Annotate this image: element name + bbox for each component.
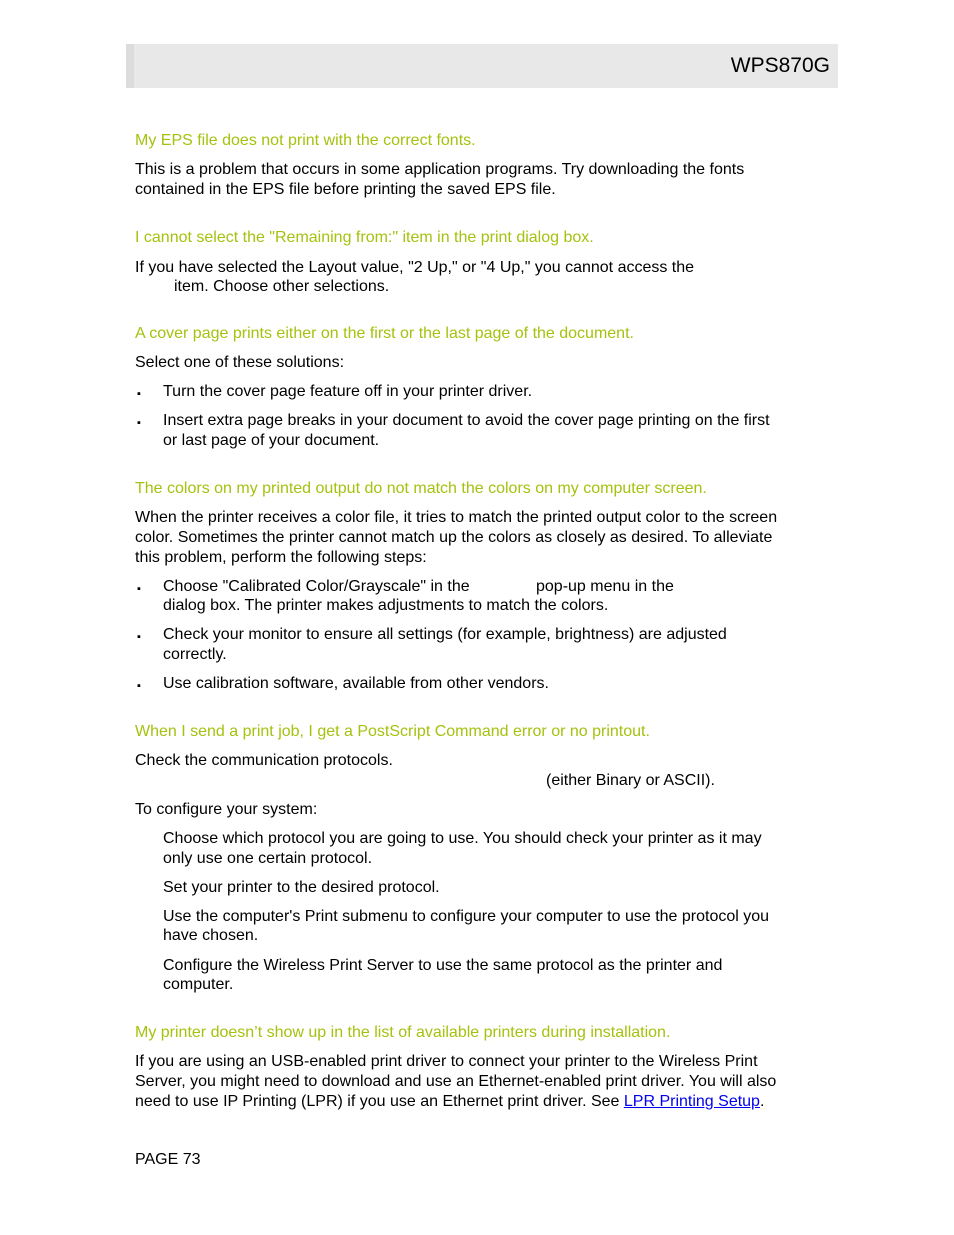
- printer-line-3: [135, 1092, 764, 1112]
- cover-intro: Select one of these solutions:: [135, 354, 345, 371]
- eps-line-1: This is a problem that occurs in some application programs. Try downloading the fonts: [135, 161, 745, 178]
- colors-bullet-2-line-2: correctly.: [163, 646, 227, 663]
- heading-remaining: I cannot select the "Remaining from:" item in the print dialog box.: [135, 229, 594, 246]
- colors-bullet-3: Use calibration software, available from other vendors.: [163, 675, 549, 692]
- cover-bullet-2-line-1: Insert extra page breaks in your document to avoid the cover page printing on the first: [163, 412, 770, 429]
- bullet-icon: ▪: [137, 583, 141, 595]
- printer-line-3-text: need to use IP Printing (LPR) if you use an Ethernet print driver. See: [135, 1093, 620, 1110]
- postscript-step-2: Set your printer to the desired protocol.: [163, 879, 440, 896]
- heading-colors: The colors on my printed output do not match the colors on my computer screen.: [135, 480, 707, 497]
- printer-line-3-end: .: [759, 1093, 765, 1110]
- colors-bullet-1-line-2: dialog box. The printer makes adjustments to match the colors.: [163, 597, 609, 614]
- colors-bullet-1-b: pop-up menu in the: [536, 578, 674, 595]
- postscript-step-4-line-2: computer.: [163, 976, 234, 993]
- heading-printer: My printer doesn’t show up in the list of available printers during installation.: [135, 1024, 671, 1041]
- colors-line-2: color. Sometimes the printer cannot match up the colors as closely as desired. To alleviate: [135, 529, 773, 546]
- bullet-icon: ▪: [137, 417, 141, 429]
- postscript-step-3-line-1: Use the computer's Print submenu to configure your computer to use the protocol you: [163, 908, 770, 925]
- heading-postscript: When I send a print job, I get a PostScript Command error or no printout.: [135, 723, 650, 740]
- printer-line-1: If you are using an USB-enabled print driver to connect your printer to the Wireless Print: [135, 1053, 758, 1070]
- page-number: PAGE 73: [135, 1151, 201, 1168]
- postscript-step-1-line-2: only use one certain protocol.: [163, 850, 373, 867]
- heading-cover: A cover page prints either on the first or the last page of the document.: [135, 325, 634, 342]
- postscript-line-2: (either Binary or ASCII).: [546, 772, 715, 789]
- product-name: WPS870G: [730, 54, 830, 77]
- cover-bullet-1: Turn the cover page feature off in your printer driver.: [163, 383, 533, 400]
- remaining-line-2: item. Choose other selections.: [174, 278, 390, 295]
- colors-bullet-1-a: Choose "Calibrated Color/Grayscale" in the: [163, 578, 470, 595]
- header-bar: [126, 44, 838, 88]
- lpr-printing-setup-link[interactable]: LPR Printing Setup: [623, 1093, 760, 1110]
- postscript-step-4-line-1: Configure the Wireless Print Server to use the same protocol as the printer and: [163, 957, 723, 974]
- postscript-step-1-line-1: Choose which protocol you are going to use. You should check your printer as it may: [163, 830, 762, 847]
- postscript-step-3-line-2: have chosen.: [163, 927, 259, 944]
- eps-line-2: contained in the EPS file before printing the saved EPS file.: [135, 181, 556, 198]
- postscript-configure: To configure your system:: [135, 801, 318, 818]
- printer-line-2: Server, you might need to download and use an Ethernet-enabled print driver. You will also: [135, 1073, 777, 1090]
- bullet-icon: ▪: [137, 388, 141, 400]
- cover-bullet-2-line-2: or last page of your document.: [163, 432, 380, 449]
- bullet-icon: ▪: [137, 631, 141, 643]
- remaining-line-1: If you have selected the Layout value, "2 Up," or "4 Up," you cannot access the: [135, 259, 695, 276]
- colors-line-3: this problem, perform the following steps:: [135, 549, 427, 566]
- heading-eps: My EPS file does not print with the correct fonts.: [135, 132, 476, 149]
- colors-bullet-2-line-1: Check your monitor to ensure all settings (for example, brightness) are adjusted: [163, 626, 727, 643]
- postscript-line-1: Check the communication protocols.: [135, 752, 393, 769]
- header-bar-edge: [126, 44, 134, 88]
- bullet-icon: ▪: [137, 680, 141, 692]
- colors-line-1: When the printer receives a color file, it tries to match the printed output color to the screen: [135, 509, 778, 526]
